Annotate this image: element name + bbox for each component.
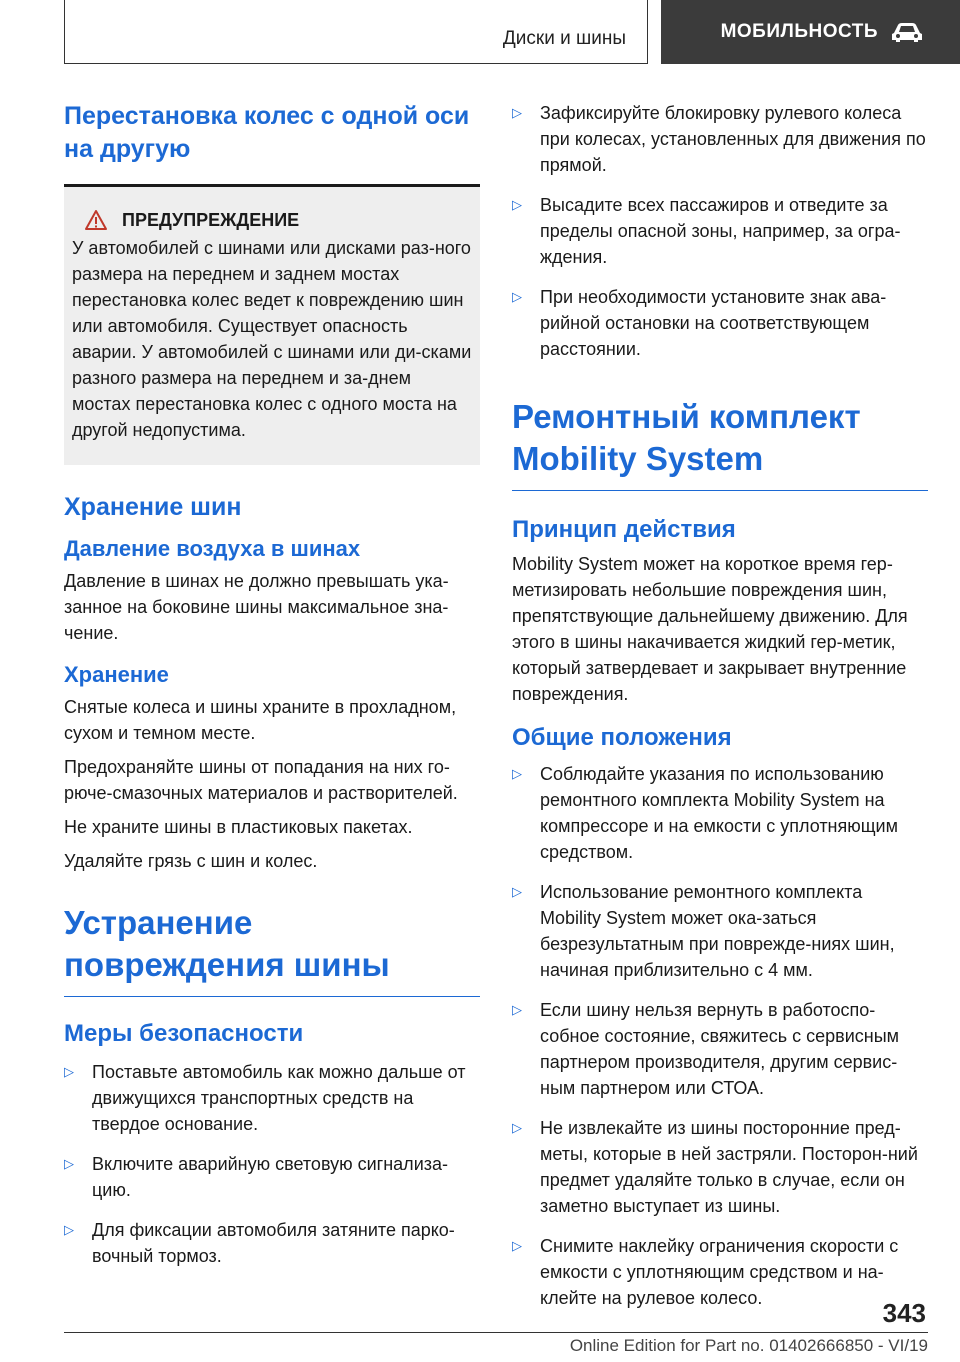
left-column — [64, 100, 480, 1283]
storage-paragraph: Снятые колеса и шины храните в прохладном, сухом и темном месте. — [64, 697, 457, 743]
warning-label: ПРЕДУПРЕЖДЕНИЕ — [122, 209, 300, 230]
triangle-bullet-icon: ▷ — [512, 1238, 522, 1253]
list-item: ▷ Если шину нельзя вернуть в работоспо-собное состояние, свяжитесь с сервисным партнером производителя, другим сервис-ным партнером или СТОА. — [512, 997, 928, 1101]
heading-wheel-rotation: Перестановка колес с одной оси на другую — [64, 102, 470, 163]
heading-tire-storage: Хранение шин — [64, 493, 242, 521]
warning-triangle-icon — [84, 209, 108, 231]
heading-mobility-kit: Ремонтный комплект Mobility System — [512, 396, 928, 491]
triangle-bullet-icon: ▷ — [512, 105, 522, 120]
heading-safety: Меры безопасности — [64, 1020, 304, 1047]
list-item: ▷ Снимите наклейку ограничения скорости с емкости с уплотняющим средством и на-клейте на рулевое колесо. — [512, 1233, 928, 1311]
triangle-bullet-icon: ▷ — [64, 1156, 74, 1171]
warning-text: У автомобилей с шинами или дисками раз-ного размера на переднем и заднем мостах перестановка колес ведет к повреждению шин или автомобиля. Существует опасность аварии. У автомобилей с шинами или ди-сками разного размера на переднем и за-днем мостах перестановка колес с одного моста на другой недопустима. — [72, 238, 472, 440]
list-item: ▷ Соблюдайте указания по использованию ремонтного комплекта Mobility System на компрессоре и на емкости с уплотняющим средством. — [512, 761, 928, 865]
warning-box — [64, 184, 480, 465]
footer-edition: Online Edition for Part no. 01402666850 - VI/19 — [569, 1336, 928, 1355]
heading-principle: Принцип действия — [512, 516, 736, 543]
section-title: Диски и шины — [502, 28, 626, 49]
general-steps — [512, 761, 928, 1311]
triangle-bullet-icon: ▷ — [512, 197, 522, 212]
triangle-bullet-icon: ▷ — [512, 1002, 522, 1017]
page-number: 343 — [882, 1298, 926, 1328]
list-item: ▷ Использование ремонтного комплекта Mobility System может ока-заться безрезультатным при поврежде-ниях шин, начиная приблизительно с 4 мм. — [512, 879, 928, 983]
heading-tire-pressure: Давление воздуха в шинах — [64, 536, 361, 561]
storage-paragraph: Не храните шины в пластиковых пакетах. — [64, 817, 413, 837]
triangle-bullet-icon: ▷ — [64, 1222, 74, 1237]
right-column — [512, 100, 928, 1325]
list-item: ▷ Поставьте автомобиль как можно дальше от движущихся транспортных средств на твердое основание. — [64, 1059, 480, 1137]
heading-general: Общие положения — [512, 724, 732, 751]
triangle-bullet-icon: ▷ — [512, 766, 522, 781]
triangle-bullet-icon: ▷ — [512, 884, 522, 899]
chapter-tab[interactable] — [661, 0, 960, 64]
storage-paragraph: Удаляйте грязь с шин и колес. — [64, 851, 318, 871]
triangle-bullet-icon: ▷ — [512, 1120, 522, 1135]
list-item: ▷ Не извлекайте из шины посторонние пред-меты, которые в ней застряли. Посторон-ний предмет удаляйте только в случае, если он заметно выступает из шины. — [512, 1115, 928, 1219]
list-item: ▷ Включите аварийную световую сигнализа-цию. — [64, 1151, 480, 1203]
list-item: ▷ При необходимости установите знак ава-рийной остановки на соответствующем расстоянии. — [512, 284, 928, 362]
safety-steps-continued — [512, 100, 928, 362]
list-item: ▷ Высадите всех пассажиров и отведите за пределы опасной зоны, например, за огра-ждения. — [512, 192, 928, 270]
pressure-text: Давление в шинах не должно превышать ука-занное на боковине шины максимальное зна-чение. — [64, 571, 449, 643]
triangle-bullet-icon: ▷ — [64, 1064, 74, 1079]
heading-storage: Хранение — [64, 662, 169, 687]
footer-divider — [64, 1332, 928, 1333]
list-item: ▷ Зафиксируйте блокировку рулевого колеса при колесах, установленных для движения по прямой. — [512, 100, 928, 178]
chapter-tab-label: МОБИЛЬНОСТЬ — [720, 21, 878, 42]
warning-header — [84, 209, 472, 231]
principle-text: Mobility System может на короткое время гер-метизировать небольшие повреждения шин, препятствующие дальнейшему движению. Для этого в шины накачивается жидкий гер-метик, который затвердевает и закрывает внутренние повреждения. — [512, 554, 908, 704]
triangle-bullet-icon: ▷ — [512, 289, 522, 304]
storage-paragraph: Предохраняйте шины от попадания на них го-рюче-смазочных материалов и растворителей. — [64, 757, 458, 803]
safety-steps — [64, 1059, 480, 1269]
car-icon — [890, 21, 924, 43]
heading-tire-damage: Устранение повреждения шины — [64, 902, 480, 997]
list-item: ▷ Для фиксации автомобиля затяните парко-вочный тормоз. — [64, 1217, 480, 1269]
